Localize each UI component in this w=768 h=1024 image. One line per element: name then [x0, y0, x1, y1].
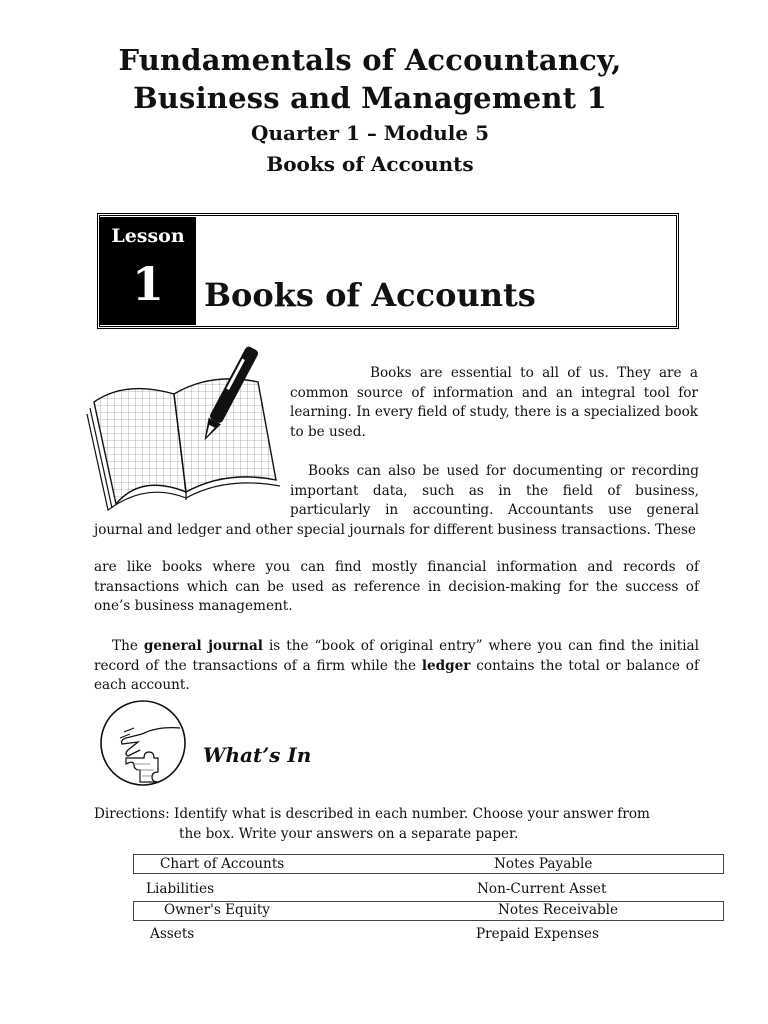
choice-prepaid-expenses: Prepaid Expenses: [476, 926, 599, 942]
lesson-number: 1: [131, 257, 164, 311]
term-general-journal: general journal: [143, 638, 263, 654]
directions-text: [94, 805, 714, 844]
intro-paragraph-2-text: Books can also be used for documenting or recording important data, such as in the field of business, particularly in accounting. Accountants use general journal and ledger and other special journals for different business transactions. These: [94, 463, 699, 538]
intro-paragraph-1: Books are essential to all of us. They are a common source of information and an integral tool for learning. In every field of study, there is a specialized book to be used.: [290, 365, 698, 440]
choice-notes-receivable: Notes Receivable: [498, 902, 619, 918]
document-title-line-2: Business and Management 1: [133, 81, 607, 115]
p4-text-c: contains the total or balance of each account.: [94, 657, 699, 693]
choice-assets: Assets: [150, 926, 195, 942]
directions-line-2: the box. Write your answers on a separate paper.: [179, 825, 519, 842]
intro-paragraph-4: [94, 637, 699, 696]
document-title-line-1: Fundamentals of Accountancy,: [118, 43, 622, 77]
quarter-module-label: Quarter 1 – Module 5: [251, 121, 489, 145]
p4-text-a: The: [112, 638, 144, 654]
intro-paragraph-2: [94, 462, 699, 540]
choice-notes-payable: Notes Payable: [494, 856, 593, 872]
puzzle-hand-icon: [98, 698, 188, 788]
lesson-number-tab: [100, 217, 196, 325]
whats-in-heading: What’s In: [203, 743, 312, 767]
module-title: Books of Accounts: [266, 152, 474, 176]
lesson-label: Lesson: [111, 225, 185, 247]
choice-chart-of-accounts: Chart of Accounts: [160, 856, 285, 872]
choice-non-current-asset: Non-Current Asset: [477, 881, 607, 897]
choice-liabilities: Liabilities: [146, 881, 215, 897]
term-ledger: ledger: [421, 657, 471, 674]
lesson-title: Books of Accounts: [204, 276, 536, 314]
p4-text-b: is the “book of original entry” where you can find the initial record of the transactions of a firm while the: [94, 638, 699, 674]
intro-paragraph-3: are like books where you can find mostly financial information and records of transactions which can be used as reference in decision-making for the success of one’s business management.: [94, 559, 699, 614]
choice-owners-equity: Owner's Equity: [164, 902, 270, 918]
directions-line-1: Directions: Identify what is described in each number. Choose your answer from: [94, 806, 650, 822]
